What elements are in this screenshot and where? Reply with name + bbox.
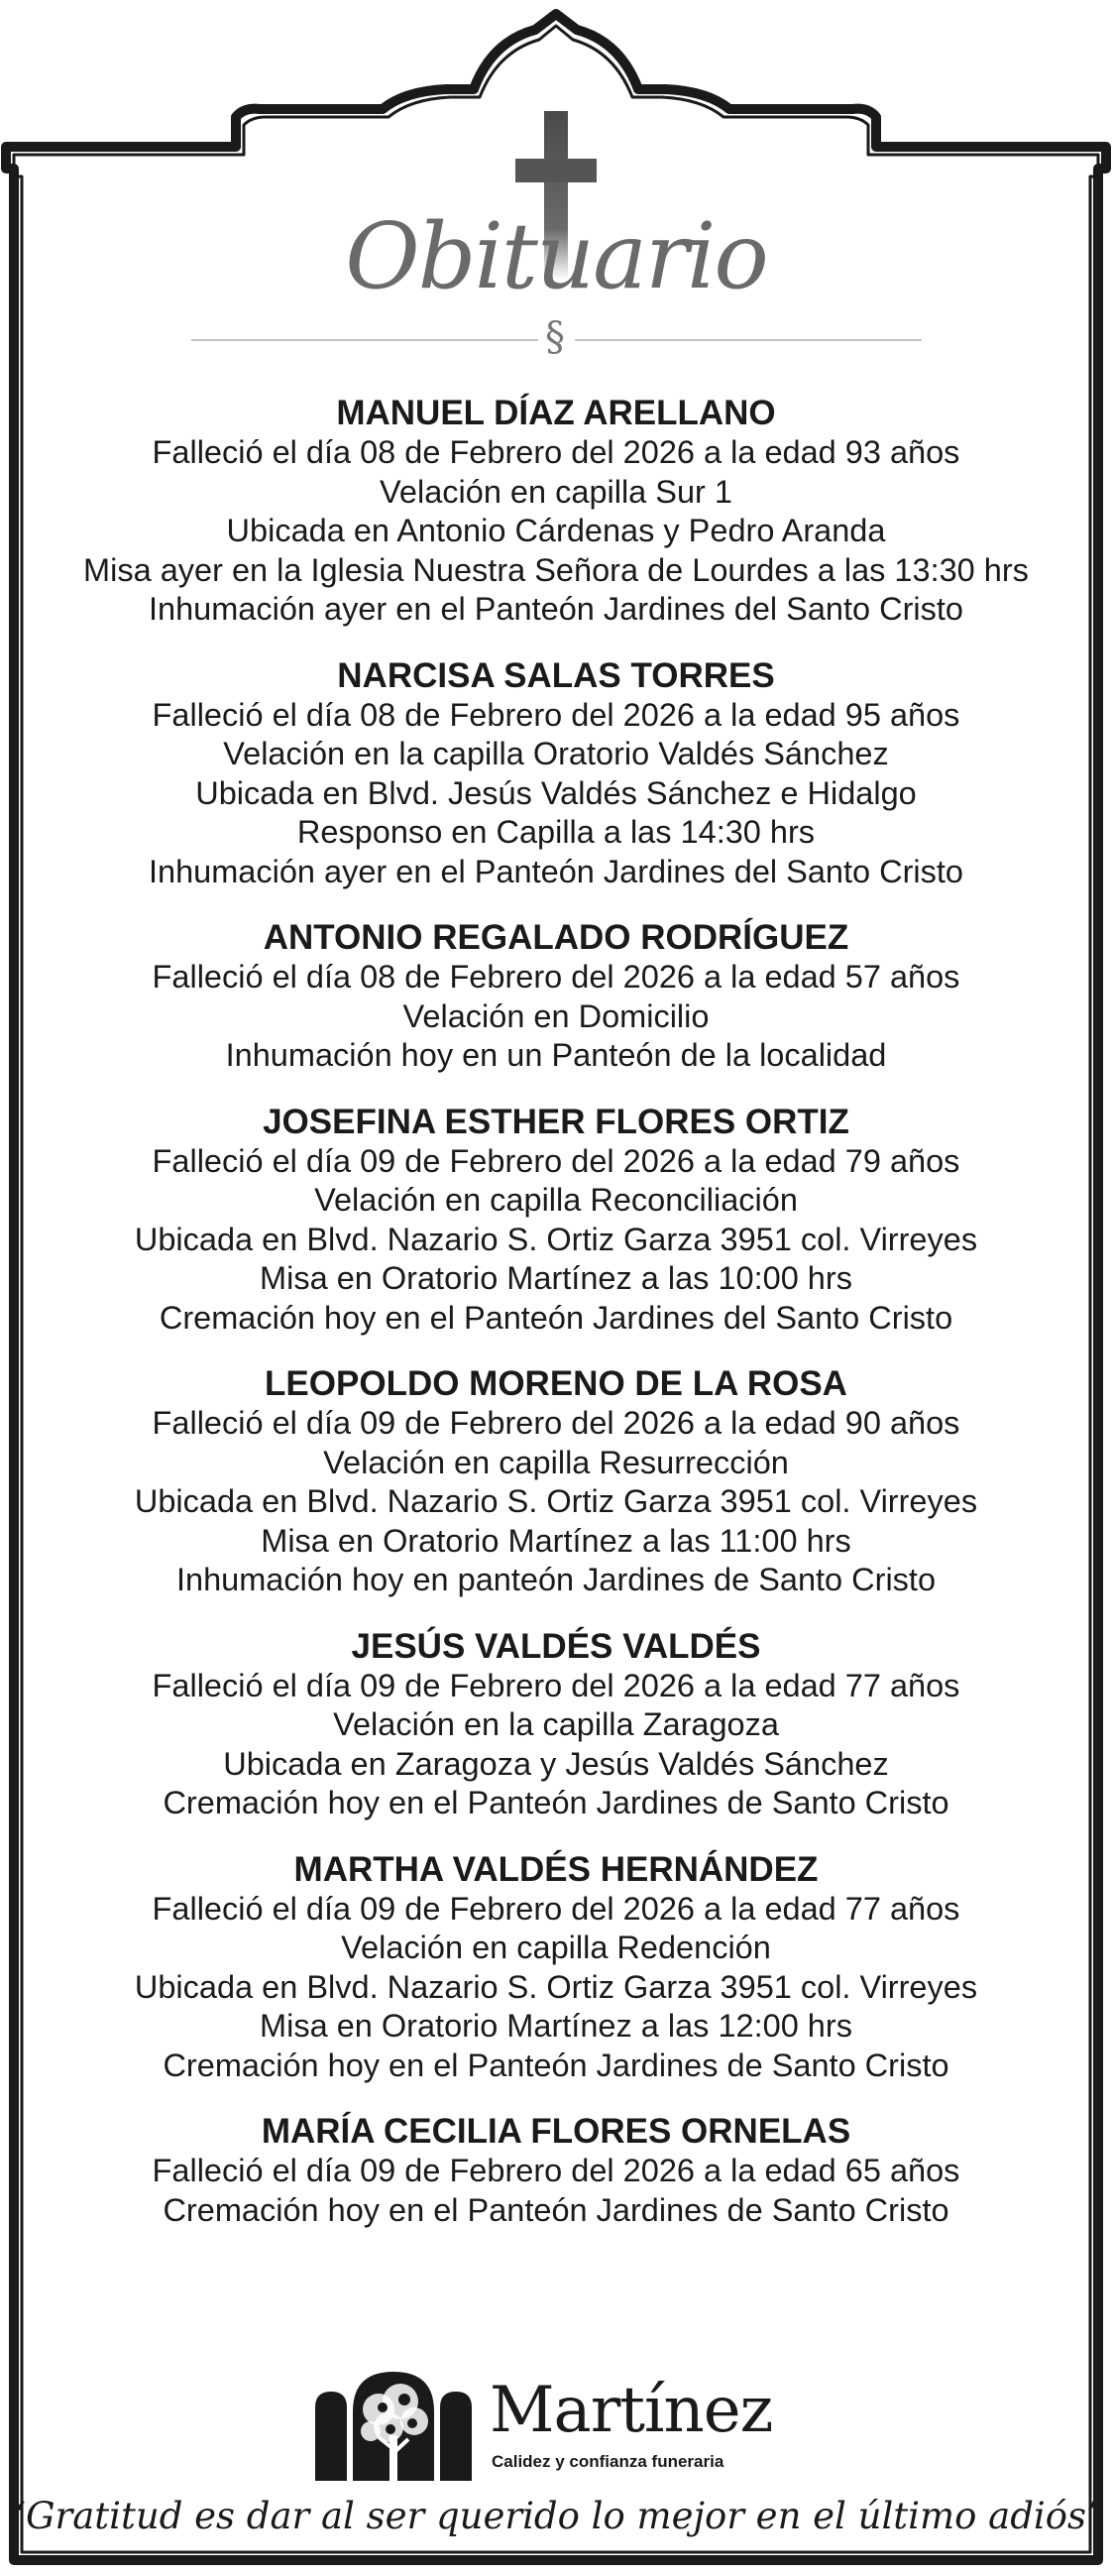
detail-line: Cremación hoy en el Panteón Jardines del Santo Cristo [159,1299,953,1336]
detail-line: Velación en capilla Sur 1 [380,473,732,510]
detail-line: Velación en la capilla Oratorio Valdés Sánchez [223,736,889,771]
detail-line: Falleció el día 08 de Febrero del 2026 a la edad 93 años [152,434,960,470]
detail-line: Velación en capilla Redención [341,1930,771,1965]
deceased-name: JESÚS VALDÉS VALDÉS [351,1626,761,1666]
detail-line: Velación en la capilla Zaragoza [333,1706,779,1742]
detail-line: Misa en Oratorio Martínez a las 11:00 hrs [261,1522,851,1559]
detail-line: Ubicada en Blvd. Jesús Valdés Sánchez e Hidalgo [195,774,917,811]
detail-line: Falleció el día 09 de Febrero del 2026 a la edad 65 años [152,2153,960,2188]
detail-line: Ubicada en Antonio Cárdenas y Pedro Aranda [226,513,886,548]
detail-line: Velación en Domicilio [402,997,710,1034]
closing-quote: “Gratitud es dar al ser querido lo mejor en el último adiós” [7,2495,1105,2537]
detail-line: Ubicada en Blvd. Nazario S. Ortiz Garza 3951 col. Virreyes [134,1221,978,1257]
obituary-entry [40,1103,1072,1339]
detail-line: Falleció el día 08 de Febrero del 2026 a la edad 57 años [152,959,960,995]
detail-line: Falleció el día 09 de Febrero del 2026 a la edad 77 años [152,1667,960,1703]
deceased-name: LEOPOLDO MORENO DE LA ROSA [265,1364,847,1403]
funeral-home-logo [309,2370,805,2481]
section-ornament-icon: § [545,314,565,360]
detail-line: Cremación hoy en el Panteón Jardines de Santo Cristo [163,2191,949,2228]
page-title: Obituario [345,203,767,309]
detail-line: Falleció el día 08 de Febrero del 2026 a la edad 95 años [152,696,960,733]
deceased-name: ANTONIO REGALADO RODRÍGUEZ [263,918,849,957]
detail-line: Inhumación ayer en el Panteón Jardines del Santo Cristo [148,591,964,627]
divider-left [191,339,538,341]
detail-line: Ubicada en Blvd. Nazario S. Ortiz Garza 3951 col. Virreyes [134,1968,978,2005]
detail-line: Misa ayer en la Iglesia Nuestra Señora de Lourdes a las 13:30 hrs [83,551,1029,588]
deceased-name: MANUEL DÍAZ ARELLANO [336,394,776,432]
detail-line: Ubicada en Zaragoza y Jesús Valdés Sánchez [223,1745,889,1782]
detail-line: Inhumación hoy en un Panteón de la localidad [225,1037,887,1073]
detail-line: Cremación hoy en el Panteón Jardines de Santo Cristo [163,1785,949,1820]
obituary-entry [40,2112,1072,2230]
obituary-list [40,394,1072,2257]
brand-tagline: Calidez y confianza funeraria [492,2452,724,2471]
divider-right [575,339,922,341]
detail-line: Misa en Oratorio Martínez a las 12:00 hrs [260,2008,852,2044]
brand-name: Martínez [490,2374,773,2447]
deceased-name: JOSEFINA ESTHER FLORES ORTIZ [263,1102,849,1141]
detail-line: Velación en capilla Resurrección [323,1444,789,1480]
deceased-name: NARCISA SALAS TORRES [337,655,775,695]
obituary-entry [40,918,1072,1076]
detail-line: Falleció el día 09 de Febrero del 2026 a la edad 90 años [152,1405,960,1441]
detail-line: Falleció el día 09 de Febrero del 2026 a la edad 77 años [152,1890,960,1927]
detail-line: Responso en Capilla a las 14:30 hrs [296,814,816,850]
deceased-name: MARTHA VALDÉS HERNÁNDEZ [293,1849,819,1889]
detail-line: Ubicada en Blvd. Nazario S. Ortiz Garza 3951 col. Virreyes [134,1483,978,1519]
detail-line: Velación en capilla Reconciliación [314,1182,798,1218]
header [0,0,1112,360]
detail-line: Inhumación hoy en panteón Jardines de Santo Cristo [175,1562,937,1597]
obituary-entry [40,1627,1072,1823]
detail-line: Misa en Oratorio Martínez a las 10:00 hrs [260,1260,852,1296]
detail-line: Inhumación ayer en el Panteón Jardines del Santo Cristo [148,853,964,889]
detail-line: Cremación hoy en el Panteón Jardines de Santo Cristo [163,2047,949,2083]
obituary-entry [40,394,1072,630]
chapel-tree-logo-icon [309,2370,478,2481]
obituary-entry [40,1850,1072,2086]
obituary-entry [40,1364,1072,1600]
deceased-name: MARÍA CECILIA FLORES ORNELAS [261,2112,851,2151]
obituary-entry [40,656,1072,892]
detail-line: Falleció el día 09 de Febrero del 2026 a la edad 79 años [152,1142,960,1179]
